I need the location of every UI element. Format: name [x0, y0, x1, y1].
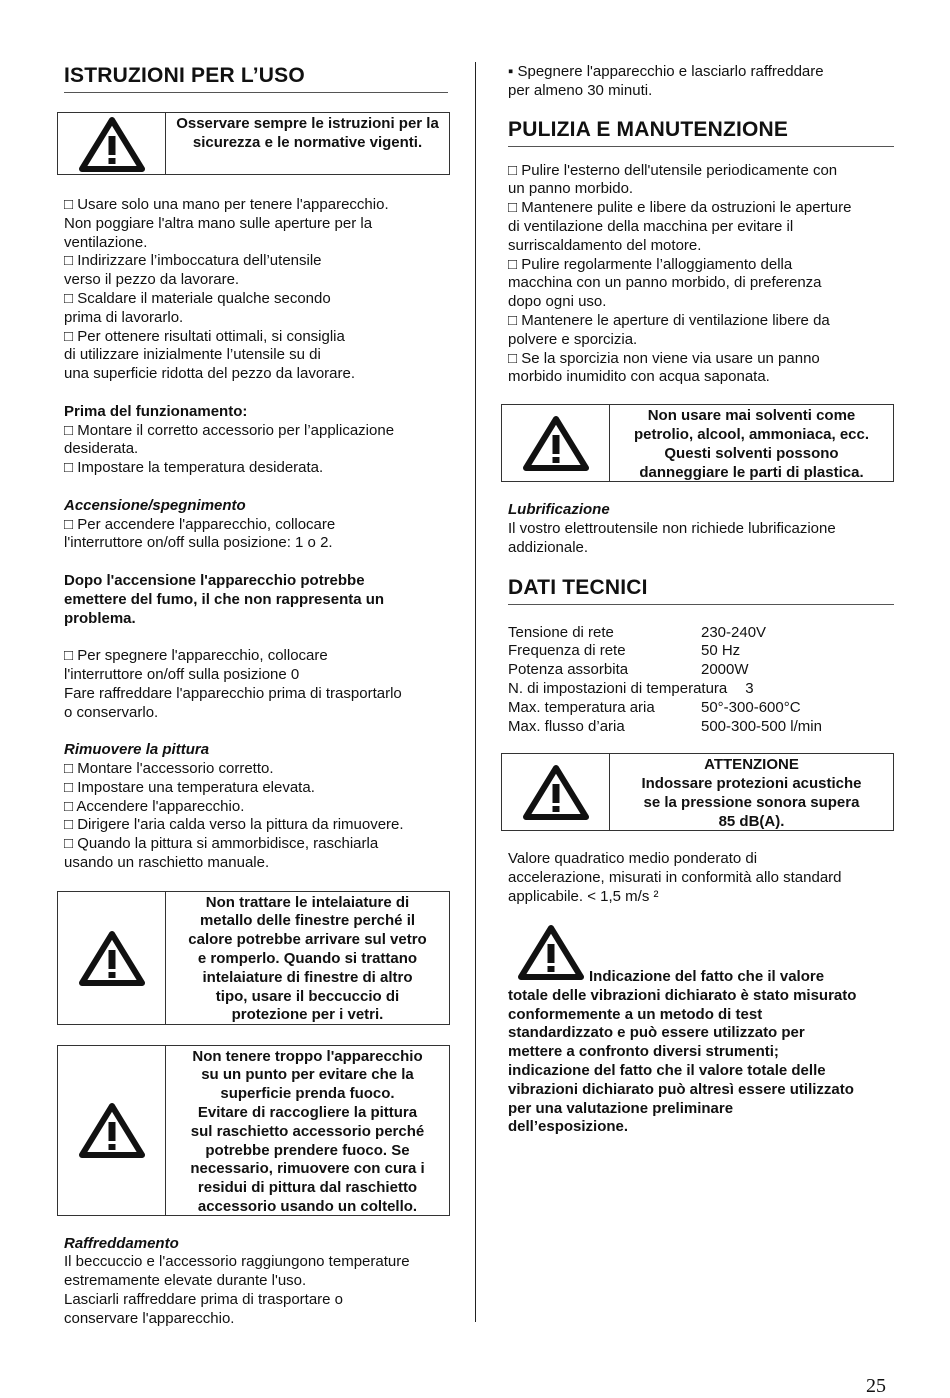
warning-line: necessario, rimuovere con cura i — [190, 1160, 425, 1178]
text-line: □ Impostare la temperatura desiderata. — [64, 459, 324, 477]
warning-triangle-icon — [523, 764, 589, 820]
smoke-note: problema. — [64, 609, 136, 627]
warning-box-solvents — [501, 404, 894, 482]
warning-line: su un punto per evitare che la — [201, 1066, 414, 1084]
tech-row — [508, 718, 894, 737]
tech-row — [508, 699, 894, 718]
vibration-note-line: indicazione del fatto che il valore totale delle — [508, 1061, 826, 1079]
tech-label: Potenza assorbita — [508, 661, 629, 679]
text-line: □ Scaldare il materiale qualche secondo — [64, 289, 331, 307]
warning-line: 85 dB(A). — [718, 812, 785, 830]
text-line: □ Per spegnere l'apparecchio, collocare — [64, 647, 328, 665]
heading-lubrication: Lubrificazione — [508, 501, 610, 519]
text-line: Il vostro elettroutensile non richiede lubrificazione — [508, 519, 836, 537]
text-line: □ Quando la pittura si ammorbidisce, raschiarla — [64, 835, 379, 853]
text-line: morbido inumidito con acqua saponata. — [508, 368, 770, 386]
text-line: addizionale. — [508, 538, 589, 556]
column-divider — [475, 62, 476, 1322]
tech-label: Tensione di rete — [508, 623, 614, 641]
text-line: □ Indirizzare l’imboccatura dell’utensile — [64, 252, 322, 270]
text-line: usando un raschietto manuale. — [64, 853, 270, 871]
warning-box-fire — [57, 1045, 450, 1216]
right-column — [508, 0, 894, 1137]
tech-value: 230-240V — [701, 623, 767, 641]
text-line: o conservarlo. — [64, 703, 159, 721]
tech-value: 50°-300-600°C — [701, 698, 801, 716]
heading-remove-paint: Rimuovere la pittura — [64, 741, 210, 759]
warning-line: Indossare protezioni acustiche — [641, 775, 862, 793]
warning-icon-cell — [58, 1046, 166, 1215]
warning-line: calore potrebbe arrivare sul vetro — [188, 931, 427, 949]
warning-line: danneggiare le parti di plastica. — [639, 463, 864, 481]
warning-text — [610, 405, 893, 481]
text-line: una superficie ridotta del pezzo da lavorare. — [64, 365, 356, 383]
warning-line: Non usare mai solventi come — [647, 407, 856, 425]
text-line: □ Mantenere pulite e libere da ostruzioni le aperture — [508, 199, 852, 217]
warning-line: potrebbe prendere fuoco. Se — [205, 1141, 410, 1159]
warning-line: accessorio usando un coltello. — [197, 1198, 418, 1216]
text-line: □ Montare il corretto accessorio per l’applicazione — [64, 421, 395, 439]
warning-line: Evitare di raccogliere la pittura — [197, 1104, 418, 1122]
text-line: di utilizzare inizialmente l’utensile su di — [64, 346, 321, 364]
warning-icon-cell — [58, 113, 166, 174]
vibration-note-line: vibrazioni dichiarato può altresì essere utilizzato — [508, 1080, 854, 1098]
warning-triangle-icon — [79, 930, 145, 986]
text-line: ▪ Spegnere l'apparecchio e lasciarlo raffreddare — [508, 63, 824, 80]
warning-triangle-icon — [523, 415, 589, 471]
text-line: per almeno 30 minuti. — [508, 81, 653, 99]
section-title-technical-data: DATI TECNICI — [508, 576, 894, 605]
text-line: ventilazione. — [64, 233, 148, 251]
warning-line: metallo delle finestre perché il — [199, 912, 416, 930]
heading-cooling: Raffreddamento — [64, 1234, 179, 1252]
tech-value: 500-300-500 l/min — [701, 717, 822, 735]
warning-text — [610, 754, 893, 830]
warning-line: ATTENZIONE — [704, 756, 799, 774]
tech-label: N. di impostazioni di temperatura — [508, 679, 728, 697]
left-column — [64, 0, 448, 1329]
vibration-note-line: standardizzato e può essere utilizzato per — [508, 1024, 805, 1042]
heading-before-operation: Prima del funzionamento: — [64, 402, 248, 420]
smoke-note: emettere del fumo, il che non rappresenta un — [64, 590, 385, 608]
warning-triangle-icon — [518, 924, 584, 980]
text-line: Fare raffreddare l'apparecchio prima di trasportarlo — [64, 684, 402, 702]
section-title-instructions: ISTRUZIONI PER L’USO — [64, 64, 448, 93]
text-line: accelerazione, misurati in conformità allo standard — [508, 869, 842, 887]
text-line: □ Per accendere l'apparecchio, collocare — [64, 515, 336, 533]
warning-line: petrolio, alcool, ammoniaca, ecc. — [633, 425, 870, 443]
tech-row — [508, 680, 894, 699]
warning-triangle-icon — [79, 116, 145, 172]
text-line: □ Montare l'accessorio corretto. — [64, 759, 274, 777]
text-line: □ Per ottenere risultati ottimali, si consiglia — [64, 327, 345, 345]
vibration-note-line: dell’esposizione. — [508, 1118, 629, 1136]
text-line: prima di lavorarlo. — [64, 308, 184, 326]
warning-triangle-icon — [79, 1102, 145, 1158]
text-line: Lasciarli raffreddare prima di trasportare o — [64, 1291, 344, 1309]
warning-box-safety — [57, 112, 450, 175]
text-line: polvere e sporcizia. — [508, 330, 638, 348]
technical-data-table — [508, 624, 894, 737]
intro-instructions — [64, 196, 448, 384]
warning-text: Osservare sempre le istruzioni per la sicurezza e le normative vigenti. — [176, 115, 439, 151]
warning-line: tipo, usare il beccuccio di — [215, 987, 400, 1005]
text-line: desiderata. — [64, 440, 139, 458]
warning-line: superficie prenda fuoco. — [220, 1085, 395, 1103]
vibration-note-first-line: Indicazione del fatto che il valore — [589, 967, 825, 985]
vibration-note-line: per una valutazione preliminare — [508, 1099, 734, 1117]
warning-line: se la pressione sonora supera — [643, 793, 860, 811]
warning-line: Non trattare le intelaiature di — [205, 893, 410, 911]
text-line: □ Impostare una temperatura elevata. — [64, 778, 315, 796]
warning-icon-cell — [502, 754, 610, 830]
warning-text — [166, 892, 449, 1024]
text-line: estremamente elevate durante l'uso. — [64, 1272, 307, 1290]
warning-line: e romperlo. Quando si trattano — [197, 950, 418, 968]
text-line: □ Usare solo una mano per tenere l'apparecchio. — [64, 196, 389, 213]
warning-icon-cell — [58, 892, 166, 1024]
section-title-cleaning: PULIZIA E MANUTENZIONE — [508, 118, 894, 147]
text-line: di ventilazione della macchina per evitare il — [508, 217, 794, 235]
text-line: applicabile. < 1,5 m/s ² — [508, 887, 659, 905]
text-line: dopo ogni uso. — [508, 293, 607, 311]
text-line: macchina con un panno morbido, di preferenza — [508, 274, 822, 292]
warning-line: Questi solventi possono — [664, 444, 839, 462]
warning-line: residui di pittura dal raschietto — [197, 1179, 418, 1197]
text-line: conservare l'apparecchio. — [64, 1309, 235, 1327]
smoke-note: Dopo l'accensione l'apparecchio potrebbe — [64, 571, 365, 589]
warning-text — [166, 1046, 449, 1215]
text-line: □ Mantenere le aperture di ventilazione libere da — [508, 311, 830, 329]
vibration-note — [508, 924, 894, 985]
page-number: 25 — [866, 1375, 886, 1397]
text-line: Valore quadratico medio ponderato di — [508, 850, 758, 868]
text-line: verso il pezzo da lavorare. — [64, 271, 240, 289]
vibration-note-line: totale delle vibrazioni dichiarato è stato misurato — [508, 986, 857, 1004]
heading-on-off: Accensione/spegnimento — [64, 496, 246, 514]
text-line: Non poggiare l'altra mano sulle aperture per la — [64, 214, 373, 232]
tech-row — [508, 624, 894, 643]
text-line: □ Se la sporcizia non viene via usare un panno — [508, 349, 820, 367]
text-line: □ Accendere l'apparecchio. — [64, 797, 245, 815]
text-line: □ Pulire regolarmente l’alloggiamento della — [508, 255, 793, 273]
tech-row — [508, 661, 894, 680]
vibration-note-line: mettere a confronto diversi strumenti; — [508, 1043, 779, 1061]
tech-value: 3 — [745, 679, 754, 697]
text-line: l'interruttore on/off sulla posizione 0 — [64, 665, 300, 683]
warning-line: sul raschietto accessorio perché — [190, 1122, 425, 1140]
tech-label: Max. flusso d’aria — [508, 717, 625, 735]
vibration-note-line: conformemente a un metodo di test — [508, 1005, 763, 1023]
text-line: un panno morbido. — [508, 180, 634, 198]
text-line: l'interruttore on/off sulla posizione: 1 o 2. — [64, 534, 333, 552]
tech-label: Max. temperatura aria — [508, 698, 655, 716]
text-line: □ Pulire l'esterno dell'utensile periodicamente con — [508, 161, 838, 179]
warning-icon-cell — [502, 405, 610, 481]
warning-line: Non tenere troppo l'apparecchio — [192, 1047, 423, 1065]
tech-row — [508, 642, 894, 661]
warning-box-noise — [501, 753, 894, 831]
text-line: Il beccuccio e l'accessorio raggiungono temperature — [64, 1253, 410, 1271]
tech-value: 2000W — [701, 661, 749, 679]
text-line: □ Dirigere l'aria calda verso la pittura da rimuovere. — [64, 816, 404, 834]
text-line: surriscaldamento del motore. — [508, 236, 702, 254]
warning-line: intelaiature di finestre di altro — [202, 968, 413, 986]
warning-line: protezione per i vetri. — [231, 1006, 384, 1024]
warning-box-window-frames — [57, 891, 450, 1025]
tech-label: Frequenza di rete — [508, 642, 626, 660]
tech-value: 50 Hz — [701, 642, 741, 660]
